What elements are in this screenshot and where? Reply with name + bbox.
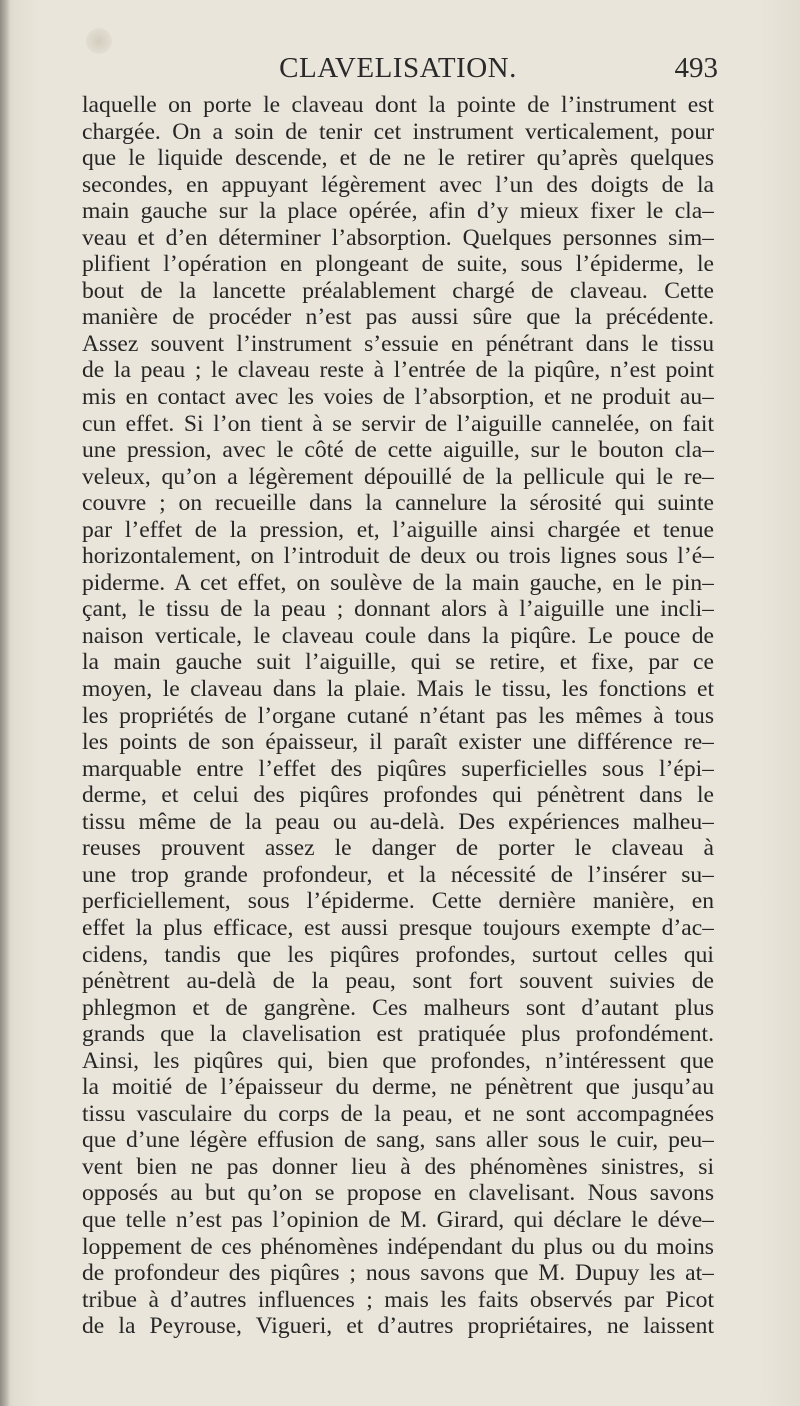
page-number: 493 bbox=[674, 52, 718, 84]
text-line: une pression, avec le côté de cette aiguille, sur le bouton cla– bbox=[82, 437, 714, 464]
text-line: laquelle on porte le claveau dont la pointe de l’instrument est bbox=[82, 92, 714, 118]
text-line: cun effet. Si l’on tient à se servir de l’aiguille cannelée, on fait bbox=[82, 410, 714, 437]
text-line: par l’effet de la pression, et, l’aiguille ainsi chargée et tenue bbox=[82, 516, 714, 543]
text-line: de la Peyrouse, Vigueri, et d’autres propriétaires, ne laissent bbox=[82, 1313, 714, 1340]
text-line: les points de son épaisseur, il paraît exister une différence re– bbox=[82, 729, 714, 756]
text-line: tribue à d’autres influences ; mais les faits observés par Picot bbox=[82, 1286, 714, 1313]
text-line: perficiellement, sous l’épiderme. Cette dernière manière, en bbox=[82, 888, 714, 915]
text-line: Ainsi, les piqûres qui, bien que profondes, n’intéressent que bbox=[82, 1047, 714, 1074]
text-line: pénètrent au-delà de la peau, sont fort souvent suivies de bbox=[82, 968, 714, 995]
body-text bbox=[82, 92, 714, 1340]
text-line: de profondeur des piqûres ; nous savons que M. Dupuy les at– bbox=[82, 1260, 714, 1287]
text-line: tissu vasculaire du corps de la peau, et ne sont accompagnées bbox=[82, 1100, 714, 1127]
text-line: tissu même de la peau ou au-delà. Des expériences malheu– bbox=[82, 808, 714, 835]
text-line: moyen, le claveau dans la plaie. Mais le tissu, les fonctions et bbox=[82, 676, 714, 703]
text-line: la main gauche suit l’aiguille, qui se retire, et fixe, par ce bbox=[82, 649, 714, 676]
text-line: que d’une légère effusion de sang, sans aller sous le cuir, peu– bbox=[82, 1127, 714, 1154]
text-line: chargée. On a soin de tenir cet instrument verticalement, pour bbox=[82, 118, 714, 145]
text-line: la moitié de l’épaisseur du derme, ne pénètrent que jusqu’au bbox=[82, 1074, 714, 1101]
text-line: les propriétés de l’organe cutané n’étant pas les mêmes à tous bbox=[82, 702, 714, 729]
text-line: derme, et celui des piqûres profondes qui pénètrent dans le bbox=[82, 782, 714, 809]
text-line: effet la plus efficace, est aussi presque toujours exempte d’ac– bbox=[82, 914, 714, 941]
text-line: mis en contact avec les voies de l’absorption, et ne produit au– bbox=[82, 384, 714, 411]
text-line: main gauche sur la place opérée, afin d’y mieux fixer le cla– bbox=[82, 198, 714, 225]
paper-stain bbox=[86, 28, 112, 54]
running-title: CLAVELISATION. bbox=[279, 52, 517, 84]
text-line: horizontalement, on l’introduit de deux ou trois lignes sous l’é– bbox=[82, 543, 714, 570]
text-line: plifient l’opération en plongeant de suite, sous l’épiderme, le bbox=[82, 251, 714, 278]
text-line: phlegmon et de gangrène. Ces malheurs sont d’autant plus bbox=[82, 994, 714, 1021]
text-line: reuses prouvent assez le danger de porter le claveau à bbox=[82, 835, 714, 862]
text-line: veleux, qu’on a légèrement dépouillé de la pellicule qui le re– bbox=[82, 463, 714, 490]
text-line: veau et d’en déterminer l’absorption. Quelques personnes sim– bbox=[82, 224, 714, 251]
text-line: opposés au but qu’on se propose en clavelisant. Nous savons bbox=[82, 1180, 714, 1207]
text-line: de la peau ; le claveau reste à l’entrée de la piqûre, n’est point bbox=[82, 357, 714, 384]
text-line: vent bien ne pas donner lieu à des phénomènes sinistres, si bbox=[82, 1153, 714, 1180]
page-edge-shadow bbox=[0, 0, 10, 1406]
text-line: secondes, en appuyant légèrement avec l’un des doigts de la bbox=[82, 171, 714, 198]
text-line: loppement de ces phénomènes indépendant du plus ou du moins bbox=[82, 1233, 714, 1260]
text-line: Assez souvent l’instrument s’essuie en pénétrant dans le tissu bbox=[82, 330, 714, 357]
text-line: naison verticale, le claveau coule dans la piqûre. Le pouce de bbox=[82, 622, 714, 649]
text-line: marquable entre l’effet des piqûres superficielles sous l’épi– bbox=[82, 755, 714, 782]
text-line: grands que la clavelisation est pratiquée plus profondément. bbox=[82, 1021, 714, 1048]
text-line: que le liquide descende, et de ne le retirer qu’après quelques bbox=[82, 145, 714, 172]
text-line: couvre ; on recueille dans la cannelure la sérosité qui suinte bbox=[82, 490, 714, 517]
page-header bbox=[78, 52, 718, 88]
text-line: que telle n’est pas l’opinion de M. Girard, qui déclare le déve– bbox=[82, 1206, 714, 1233]
text-line: piderme. A cet effet, on soulève de la main gauche, en le pin– bbox=[82, 569, 714, 596]
text-line: çant, le tissu de la peau ; donnant alors à l’aiguille une incli– bbox=[82, 596, 714, 623]
text-line: cidens, tandis que les piqûres profondes, surtout celles qui bbox=[82, 941, 714, 968]
text-line: une trop grande profondeur, et la nécessité de l’insérer su– bbox=[82, 861, 714, 888]
text-line: bout de la lancette préalablement chargé de claveau. Cette bbox=[82, 277, 714, 304]
text-line: manière de procéder n’est pas aussi sûre que la précédente. bbox=[82, 304, 714, 331]
